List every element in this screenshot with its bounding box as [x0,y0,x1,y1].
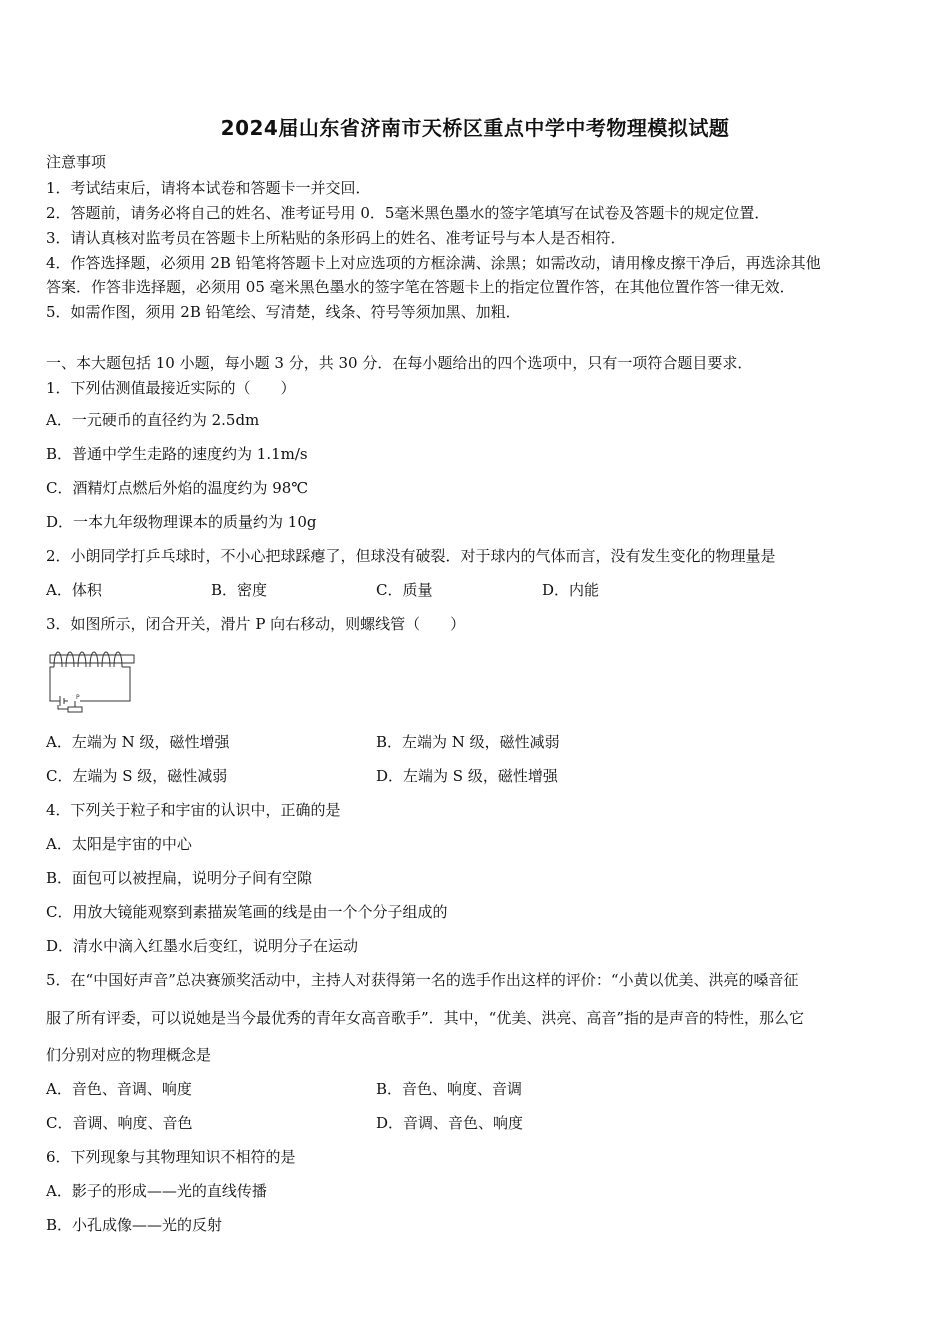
wire-right [80,667,130,701]
option-b: B．音色、响度、音调 [376,1080,523,1098]
question-stem: 5．在“中国好声音”总决赛颁奖活动中，主持人对获得第一名的选手作出这样的评价：“小黄以优美、洪亮的嗓音征 [46,971,799,989]
coil-loop [78,652,86,667]
notice-item: 4．作答选择题，必须用 2B 铅笔将答题卡上对应选项的方框涂满、涂黑；如需改动，请用橡皮擦干净后，再选涂其他 [46,254,821,272]
notice-item: 答案．作答非选择题，必须用 05 毫米黑色墨水的签字笔在答题卡上的指定位置作答，在其他位置作答一律无效． [46,278,795,296]
question-stem: 3．如图所示，闭合开关，滑片 P 向右移动，则螺线管（ ） [46,615,466,633]
option-b: B．密度 [211,581,268,599]
option-c: C．酒精灯点燃后外焰的温度约为 98℃ [46,479,309,497]
option-a: A．一元硬币的直径约为 2.5dm [46,411,260,429]
question-stem: 2．小朗同学打乒乓球时，不小心把球踩瘪了，但球没有破裂．对于球内的气体而言，没有发生变化的物理量是 [46,547,776,565]
rheostat [68,707,82,712]
option-c: C．左端为 S 级，磁性减弱 [46,767,228,785]
section-heading: 一、本大题包括 10 小题，每小题 3 分，共 30 分．在每小题给出的四个选项中，只有一项符合题目要求． [46,354,753,372]
option-a: A．太阳是宇宙的中心 [46,835,192,853]
wire-left [50,667,60,701]
option-b: B．普通中学生走路的速度约为 1.1m/s [46,445,308,463]
notice-item: 3．请认真核对监考员在答题卡上所粘贴的条形码上的姓名、准考证号与本人是否相符． [46,229,626,247]
option-c: C．质量 [376,581,433,599]
solenoid-circuit-diagram [46,645,138,717]
question-stem: 们分别对应的物理概念是 [46,1046,212,1064]
option-a: A．音色、音调、响度 [46,1080,192,1098]
option-d: D．一本九年级物理课本的质量约为 10g [46,513,317,531]
notice-item: 5．如需作图，须用 2B 铅笔绘、写清楚，线条、符号等须加黑、加粗． [46,303,521,321]
option-d: D．内能 [542,581,600,599]
option-d: D．清水中滴入红墨水后变红，说明分子在运动 [46,937,359,955]
notice-item: 2．答题前，请务必将自己的姓名、准考证号用 0．5毫米黑色墨水的签字笔填写在试卷及答题卡的规定位置． [46,204,770,222]
coil-loop [114,652,122,667]
option-c: C．用放大镜能观察到素描炭笔画的线是由一个个分子组成的 [46,903,448,921]
coil-loop [66,652,74,667]
question-stem: 4．下列关于粒子和宇宙的认识中，正确的是 [46,801,341,819]
coil-loop [54,652,62,667]
page-title: 2024届山东省济南市天桥区重点中学中考物理模拟试题 [220,116,730,140]
question-stem: 6．下列现象与其物理知识不相符的是 [46,1148,296,1166]
option-d: D．音调、音色、响度 [376,1114,524,1132]
option-b: B．左端为 N 级，磁性减弱 [376,733,560,751]
coil-loop [90,652,98,667]
option-a: A．左端为 N 级，磁性增强 [46,733,230,751]
option-c: C．音调、响度、音色 [46,1114,193,1132]
option-d: D．左端为 S 级，磁性增强 [376,767,558,785]
notice-item: 1．考试结束后，请将本试卷和答题卡一并交回． [46,179,371,197]
option-a: A．影子的形成——光的直线传播 [46,1182,267,1200]
question-stem: 服了所有评委，可以说她是当今最优秀的青年女高音歌手”．其中，“优美、洪亮、高音”指的是声音的特性，那么它 [46,1009,805,1027]
option-a: A．体积 [46,581,102,599]
option-b: B．小孔成像——光的反射 [46,1216,223,1234]
slider-label: P [76,694,80,701]
question-stem: 1．下列估测值最接近实际的（ ） [46,379,296,397]
option-b: B．面包可以被捏扁，说明分子间有空隙 [46,869,313,887]
coil-loop [102,652,110,667]
notice-heading: 注意事项 [46,153,107,171]
